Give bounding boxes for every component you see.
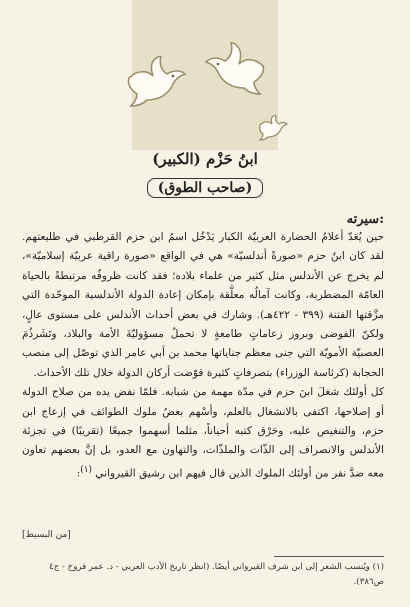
footnote-marker: (١) [80,464,92,475]
paragraph: كل أولئك شغلَ ابنَ حزم في مدّة مهمة من شبابه. فلمّا نفض يده من صلاح الدولة أو إصلاحها، اكتفى بالانشغال بالعلم، وأسْهم بعضُ ملوك الطوائف في إزعاج ابن حزم، والتنغيص عليه، وحَرْق كتبه أحياناً، مثلما أسهموا جميعًا (تقريبًا) في تجزئة الأندلس والانصراف إلى الذّات والملذّات، والتهاون مع العدو، بل إنَّ بعضهم تعاون معه ضدَّ نفر من أولئك الملوك الذين قال فيهم ابن رشيق القيرواني $^{(١)}$: [22,386,384,480]
section-heading: سيرته: [346,212,384,227]
footnote: (١) ويُنسب الشعر إلى ابن شرف القيرواني أيضًا. (انظر تاريخ الأدب العربي - د. عمر فروخ - ج٤ ص٣٨٦). [49,562,384,587]
page-subtitle: (صاحب الطوق) [147,178,263,198]
paragraph: حين يُعَدّ أعلامُ الحضارة العربيّة الكبار يَدْخُل اسمُ ابن حزم القرطبي في طليعتهم. لقد كان ابنُ حزم «صورةً أندلسيّة» هي في الواقع «صورة راقية عربيّة إسلاميّة»، لم يخرج عن الأندلس مثل كثير من علماء بلاده؛ فقد كانت ظروفُه مرتبطةً بالحياة العامّة المضطربة، وكانت آمالُه معلَّقة بإمكان إعادة الدولة الأندلسية الموحّدة التي مزَّقتها الفتنة (٣٩٩ - ٤٢٢هـ). وشارك في بعض أحداث الأندلس على مستوى عالٍ، ولكنّ الفوضى وبروز زعاماتٍ طامعةٍ لا تحملُ مسؤوليّةَ الأمة والبلاد، وتَشَرذُمَ العصبيّة الأمويّة التي جنى معظم جناياتها محمد بن أبي عامر الذي توصّل إلى منصب الحجابة (كرئاسة الوزراء) بتصرفاتٍ كثيرة قوّضت أركان الدولة خلال تلك الأحداث. [22,231,384,379]
dove-icon [123,56,187,108]
body-text [22,228,384,484]
footnote-divider [274,556,384,557]
dove-icon [203,42,269,96]
poem-meter-label: [من البسيط] [22,530,71,540]
dove-icon [258,115,288,141]
page-title: ابنُ حَزْم (الكبير) [152,150,258,168]
subtitle-container [0,177,410,198]
paragraph-text: كل أولئك شغلَ ابنَ حزم في مدّة مهمة من شبابه. فلمّا نفض يده من صلاح الدولة أو إصلاحها، اكتفى بالانشغال بالعلم، وأسْهم بعضُ ملوك الطوائف في إزعاج ابن حزم، والتنغيص عليه، وحَرْق كتبه أحياناً، مثلما أسهموا جميعًا (تقريبًا) في تجزئة الأندلس والانصراف إلى الذّات والملذّات، والتهاون مع العدو، بل إنَّ بعضهم تعاون معه ضدَّ نفر من أولئك الملوك الذين قال فيهم ابن رشيق القيرواني [22,386,384,480]
